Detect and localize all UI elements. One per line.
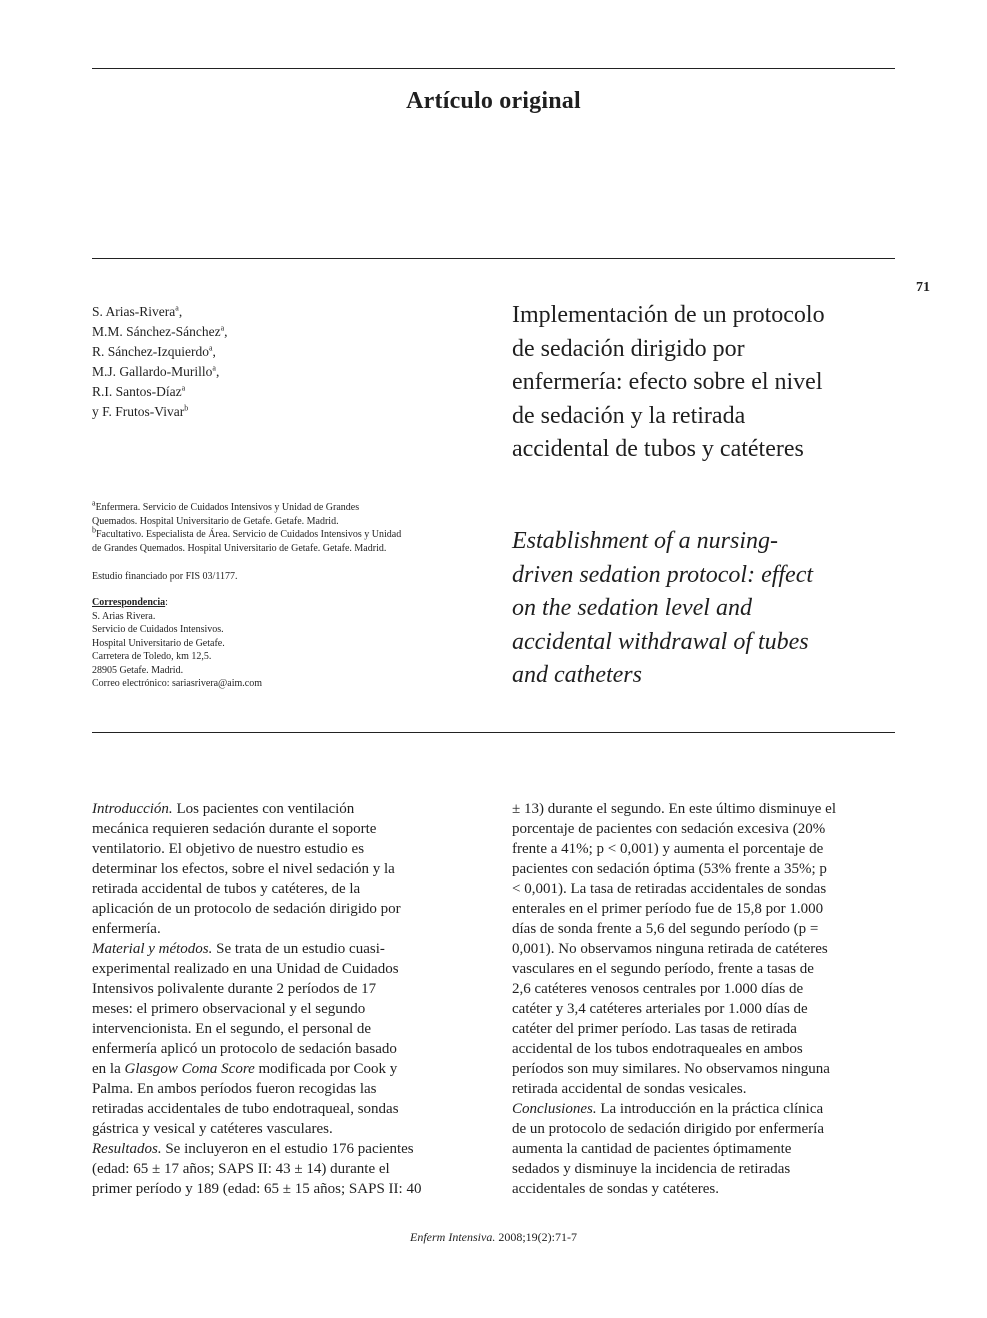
abstract-line <box>92 939 482 959</box>
abstract-text: retirada accidental de sondas vesicales. <box>512 1081 747 1097</box>
abstract-line <box>512 1059 902 1079</box>
abstract-line <box>512 919 902 939</box>
abstract-text: mecánica requieren sedación durante el soporte <box>92 821 377 837</box>
title-line: de sedación dirigido por <box>512 335 745 362</box>
title-line: Implementación de un protocolo <box>512 302 825 328</box>
author-name: y F. Frutos-Vivar <box>92 404 185 419</box>
affiliation-item <box>92 498 472 515</box>
abstract-text: 2,6 catéteres venosos centrales por 1.000 días de <box>512 981 804 997</box>
author-item <box>92 342 228 362</box>
abstract-line <box>92 819 482 839</box>
affiliation-mark: b <box>92 525 96 535</box>
title-line: accidental de tubos y catéteres <box>512 436 804 462</box>
abstract-text: catéter y 3,4 catéteres arteriales por 1.000 días de <box>512 1001 808 1017</box>
abstract-line <box>512 1019 902 1039</box>
author-affiliation-mark: a <box>175 303 179 313</box>
abstract-column-right <box>512 799 902 1199</box>
abstract-line <box>512 1119 902 1139</box>
abstract-line <box>92 1019 482 1039</box>
author-name: M.M. Sánchez-Sánchez <box>92 324 221 339</box>
abstract-line <box>512 1039 902 1059</box>
abstract-text: retirada accidental de tubos y catéteres, de la <box>92 881 361 897</box>
abstract-text: días de sonda frente a 5,6 del segundo período (p = <box>512 921 819 937</box>
title-line: and catheters <box>512 662 642 688</box>
author-item <box>92 382 228 402</box>
abstract-text: porcentaje de pacientes con sedación excesiva (20% <box>512 821 826 837</box>
author-separator: , <box>178 304 183 319</box>
affiliation-continuation: Quemados. Hospital Universitario de Getafe. Getafe. Madrid. <box>92 515 339 527</box>
author-affiliation-mark: a <box>220 323 225 333</box>
abstract-line <box>512 959 902 979</box>
correspondence-line: Correo electrónico: sariasrivera@aim.com <box>92 678 262 689</box>
article-title-spanish <box>512 299 902 467</box>
abstract-text: en la <box>92 1061 125 1077</box>
abstract-text: < 0,001). La tasa de retiradas accidentales de sondas <box>512 881 827 897</box>
section-title: Artículo original <box>406 88 581 114</box>
abstract-text: enfermería aplicó un protocolo de sedación basado <box>92 1041 397 1057</box>
abstract-line <box>92 979 482 999</box>
abstract-text: accidentales de sondas y catéteres. <box>512 1181 719 1197</box>
abstract-line <box>92 1139 482 1159</box>
abstract-section-label: Conclusiones. <box>512 1101 597 1117</box>
title-line: driven sedation protocol: effect <box>512 561 814 588</box>
abstract-line <box>92 1159 482 1179</box>
funding-note: Estudio financiado por FIS 03/1177. <box>92 571 238 582</box>
correspondence-label: Correspondencia <box>92 597 166 608</box>
correspondence-line: Servicio de Cuidados Intensivos. <box>92 624 224 635</box>
abstract-text: pacientes con sedación óptima (53% frente a 35%; p <box>512 861 827 877</box>
abstract-line <box>512 999 902 1019</box>
abstract-text: gástrica y vesical y catéteres vasculares. <box>92 1121 333 1137</box>
footer-journal: Enferm Intensiva. <box>410 1230 496 1244</box>
title-line: enfermería: efecto sobre el nivel <box>512 369 823 395</box>
abstract-line <box>92 1119 482 1139</box>
abstract-line <box>512 1139 902 1159</box>
abstract-line <box>512 1159 902 1179</box>
abstract-text: primer período y 189 (edad: 65 ± 15 años; SAPS II: 40 <box>92 1181 422 1197</box>
abstract-line <box>512 879 902 899</box>
abstract-section-label: Resultados. <box>92 1141 162 1157</box>
abstract-text: accidental de los tubos endotraqueales en ambos <box>512 1041 803 1057</box>
author-affiliation-mark: a <box>212 363 216 373</box>
abstract-text: retiradas accidentales de tubo endotraqueal, sondas <box>92 1101 399 1117</box>
author-name: R. Sánchez-Izquierdo <box>92 344 209 359</box>
abstract-text: experimental realizado en una Unidad de Cuidados <box>92 961 399 977</box>
abstract-line <box>512 819 902 839</box>
abstract-text: períodos son muy similares. No observamos ninguna <box>512 1061 830 1077</box>
author-affiliation-mark: b <box>184 403 189 413</box>
abstract-line <box>512 1079 902 1099</box>
title-line: Establishment of a nursing- <box>512 528 779 554</box>
abstract-rule <box>92 732 895 733</box>
abstract-text: meses: el primero observacional y el segundo <box>92 1001 366 1017</box>
author-item <box>92 362 228 382</box>
abstract-line <box>92 1079 482 1099</box>
footer-citation: 2008;19(2):71-7 <box>495 1230 577 1244</box>
abstract-line <box>92 839 482 859</box>
affiliations <box>92 498 472 555</box>
author-name: M.J. Gallardo-Murillo <box>92 364 213 379</box>
correspondence-line: Hospital Universitario de Getafe. <box>92 637 225 649</box>
affiliation-item <box>92 525 472 542</box>
abstract-line <box>92 999 482 1019</box>
author-affiliation-mark: a <box>208 343 213 353</box>
abstract-text: ± 13) durante el segundo. En este último disminuye el <box>512 801 837 817</box>
page-number: 71 <box>916 280 930 295</box>
abstract-line <box>512 859 902 879</box>
abstract-line <box>512 939 902 959</box>
top-rule <box>92 68 895 69</box>
abstract-section-label: Glasgow Coma Score <box>124 1061 255 1077</box>
abstract-text: aplicación de un protocolo de sedación dirigido por <box>92 901 401 917</box>
abstract-text: catéter del primer período. Las tasas de retirada <box>512 1021 797 1037</box>
abstract-text: determinar los efectos, sobre el nivel sedación y la <box>92 861 395 877</box>
abstract-text: La introducción en la práctica clínica <box>596 1101 824 1117</box>
abstract-text: sedados y disminuye la incidencia de retiradas <box>512 1161 791 1177</box>
abstract-section-label: Material y métodos. <box>92 941 213 957</box>
abstract-line <box>92 959 482 979</box>
abstract-line <box>512 1179 902 1199</box>
author-name: R.I. Santos-Díaz <box>92 384 182 399</box>
abstract-text: aumenta la cantidad de pacientes óptimamente <box>512 1141 792 1157</box>
abstract-text: intervencionista. En el segundo, el personal de <box>92 1021 372 1037</box>
abstract-text: Se trata de un estudio cuasi- <box>212 941 385 957</box>
abstract-line <box>512 1099 902 1119</box>
abstract-line <box>92 919 482 939</box>
affiliation-continuation: de Grandes Quemados. Hospital Universitario de Getafe. Getafe. Madrid. <box>92 542 387 554</box>
header-rule <box>92 258 895 259</box>
author-separator: , <box>212 344 216 359</box>
abstract-line <box>92 799 482 819</box>
correspondence <box>92 596 262 691</box>
author-item <box>92 402 228 422</box>
correspondence-colon: : <box>165 597 168 608</box>
abstract-line <box>92 899 482 919</box>
article-title-english <box>512 525 902 693</box>
abstract-text: vasculares en el segundo período, frente a tasas de <box>512 961 814 977</box>
title-line: on the sedation level and <box>512 595 752 621</box>
abstract-text: Intensivos polivalente durante 2 períodos de 17 <box>92 981 377 997</box>
abstract-text: Se incluyeron en el estudio 176 pacientes <box>161 1141 414 1157</box>
abstract-column-left <box>92 799 482 1199</box>
abstract-text: 0,001). No observamos ninguna retirada de catéteres <box>512 941 828 957</box>
correspondence-line: S. Arias Rivera. <box>92 610 156 622</box>
abstract-text: (edad: 65 ± 17 años; SAPS II: 43 ± 14) durante el <box>92 1161 390 1177</box>
abstract-line <box>92 1179 482 1199</box>
author-item <box>92 322 228 342</box>
page-footer <box>92 1230 895 1245</box>
abstract-line <box>512 899 902 919</box>
affiliation-text: Enfermera. Servicio de Cuidados Intensivos y Unidad de Grandes <box>95 502 360 513</box>
abstract-text: ventilatorio. El objetivo de nuestro estudio es <box>92 841 365 857</box>
author-item <box>92 302 228 322</box>
abstract-line <box>92 879 482 899</box>
abstract-line <box>92 1099 482 1119</box>
abstract-line <box>92 1039 482 1059</box>
abstract-text: frente a 41%; p < 0,001) y aumenta el porcentaje de <box>512 841 824 857</box>
author-list <box>92 302 228 422</box>
affiliation-mark: a <box>92 498 96 508</box>
title-line: de sedación y la retirada <box>512 402 746 429</box>
correspondence-line: 28905 Getafe. Madrid. <box>92 664 184 676</box>
author-name: S. Arias-Rivera <box>92 304 176 319</box>
abstract-line <box>512 979 902 999</box>
author-affiliation-mark: a <box>181 383 186 393</box>
abstract-section-label: Introducción. <box>92 801 173 817</box>
abstract-text: enfermería. <box>92 921 161 937</box>
abstract-line <box>512 839 902 859</box>
correspondence-line: Carretera de Toledo, km 12,5. <box>92 651 212 662</box>
title-line: accidental withdrawal of tubes <box>512 628 809 655</box>
abstract-line <box>92 859 482 879</box>
abstract-line <box>92 1059 482 1079</box>
abstract-text: Los pacientes con ventilación <box>172 801 355 817</box>
abstract-line <box>512 799 902 819</box>
author-separator: , <box>224 324 228 339</box>
abstract-text: enterales en el primer período fue de 15,8 por 1.000 <box>512 901 824 917</box>
abstract-text: modificada por Cook y <box>254 1061 398 1077</box>
abstract-text: Palma. En ambos períodos fueron recogidas las <box>92 1081 377 1097</box>
abstract-text: de un protocolo de sedación dirigido por enfermería <box>512 1121 824 1137</box>
author-separator: , <box>215 364 220 379</box>
affiliation-text: Facultativo. Especialista de Área. Servicio de Cuidados Intensivos y Unidad <box>96 529 402 540</box>
